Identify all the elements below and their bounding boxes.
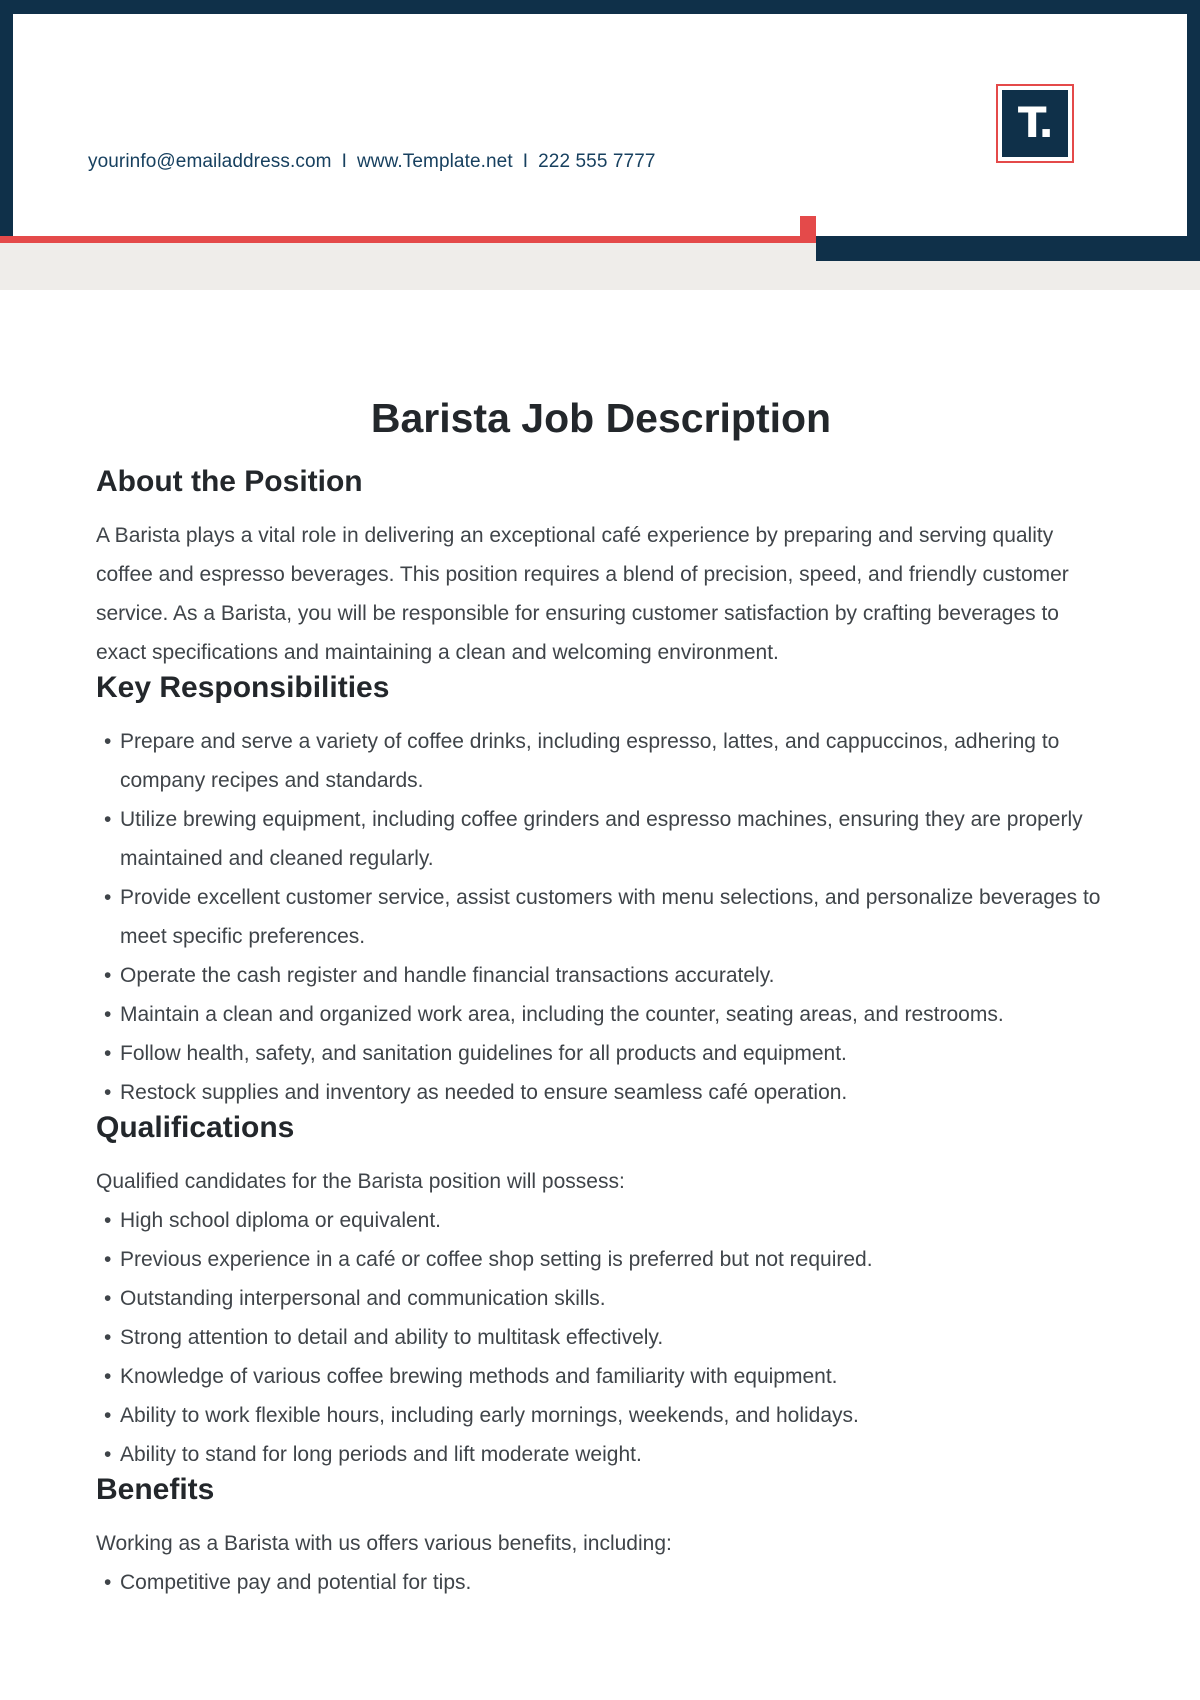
list-item: • High school diploma or equivalent. <box>96 1201 1106 1240</box>
header-accent-line <box>0 236 800 243</box>
qualifications-section <box>96 1108 1106 1474</box>
contact-website[interactable]: www.Template.net <box>356 151 513 172</box>
list-item: • Knowledge of various coffee brewing methods and familiarity with equipment. <box>96 1357 1106 1396</box>
contact-separator: I <box>522 151 529 172</box>
list-item: • Follow health, safety, and sanitation guidelines for all products and equipment. <box>96 1034 1106 1073</box>
responsibilities-list <box>96 722 1106 1112</box>
list-item: • Outstanding interpersonal and communication skills. <box>96 1279 1106 1318</box>
company-logo <box>996 84 1074 163</box>
benefits-section <box>96 1470 1106 1602</box>
section-heading-benefits: Benefits <box>96 1473 215 1506</box>
benefits-intro: Working as a Barista with us offers various benefits, including: <box>96 1532 672 1555</box>
list-item: • Previous experience in a café or coffee shop setting is preferred but not required. <box>96 1240 1106 1279</box>
section-heading-responsibilities: Key Responsibilities <box>96 671 390 704</box>
header-band-gray-strip <box>0 243 816 261</box>
contact-info <box>88 151 656 173</box>
list-item: • Restock supplies and inventory as needed to ensure seamless café operation. <box>96 1073 1106 1112</box>
list-item: • Competitive pay and potential for tips. <box>96 1563 1106 1602</box>
section-heading-about: About the Position <box>96 465 363 498</box>
about-text: A Barista plays a vital role in delivering an exceptional café experience by preparing and serving quality coffee and espresso beverages. This position requires a blend of precision, speed, and friendly customer service. As a Barista, you will be responsible for ensuring customer satisfaction by crafting beverages to exact specifications and maintaining a clean and welcoming environment. <box>96 524 1069 664</box>
letterhead <box>0 0 1200 290</box>
benefits-list <box>96 1563 1106 1602</box>
logo-mark: T. <box>1002 90 1068 157</box>
contact-email[interactable]: yourinfo@emailaddress.com <box>88 151 332 172</box>
list-item: • Operate the cash register and handle financial transactions accurately. <box>96 956 1106 995</box>
qualifications-list <box>96 1201 1106 1474</box>
list-item: • Ability to stand for long periods and lift moderate weight. <box>96 1435 1106 1474</box>
section-heading-qualifications: Qualifications <box>96 1111 295 1144</box>
responsibilities-section <box>96 668 1106 1112</box>
list-item: • Utilize brewing equipment, including coffee grinders and espresso machines, ensuring they are properly maintained and cleaned regularly. <box>96 800 1106 878</box>
contact-separator: I <box>341 151 347 172</box>
about-section <box>96 462 1106 672</box>
contact-phone: 222 555 7777 <box>538 151 656 172</box>
page-title: Barista Job Description <box>370 395 832 441</box>
list-item: • Prepare and serve a variety of coffee drinks, including espresso, lattes, and cappuccinos, adhering to company recipes and standards. <box>96 722 1106 800</box>
qualifications-intro: Qualified candidates for the Barista position will possess: <box>96 1170 625 1193</box>
list-item: • Strong attention to detail and ability to multitask effectively. <box>96 1318 1106 1357</box>
document-body <box>96 388 1106 1602</box>
list-item: • Ability to work flexible hours, including early mornings, weekends, and holidays. <box>96 1396 1106 1435</box>
list-item: • Maintain a clean and organized work area, including the counter, seating areas, and restrooms. <box>96 995 1106 1034</box>
list-item: • Provide excellent customer service, assist customers with menu selections, and personalize beverages to meet specific preferences. <box>96 878 1106 956</box>
